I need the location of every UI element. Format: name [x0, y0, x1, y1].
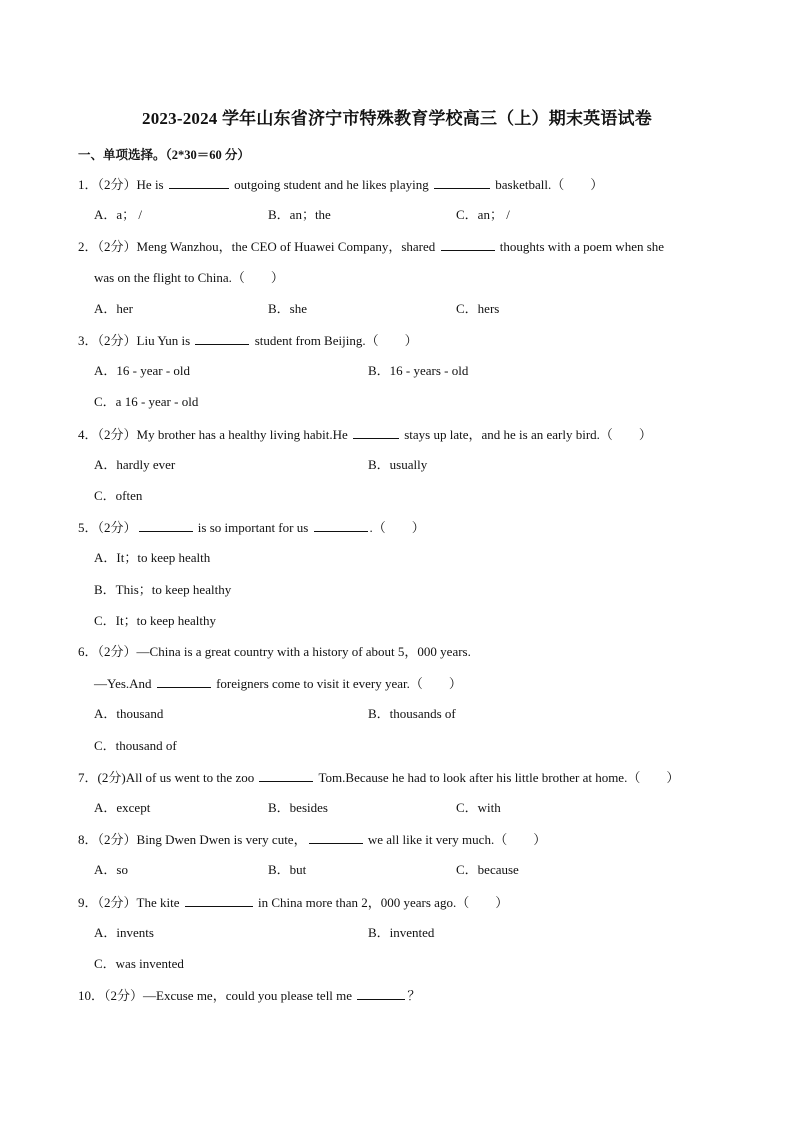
question-text: —Yes.And	[94, 676, 155, 691]
question-text: is so important for us	[194, 520, 312, 535]
answer-option[interactable]: B．invented	[368, 925, 435, 940]
answer-option[interactable]: B．besides	[268, 800, 328, 815]
answer-option[interactable]: C．with	[456, 800, 501, 815]
answer-blank[interactable]	[434, 176, 490, 189]
question-number: 2．	[78, 239, 98, 254]
answer-option[interactable]: A．a； /	[94, 207, 143, 222]
question-text: He is	[136, 177, 167, 192]
answer-blank[interactable]	[185, 894, 253, 907]
question-text: .（ ）	[369, 520, 425, 535]
question-score: （2分）	[97, 520, 137, 535]
question-text: —China is a great country with a history of about 5，000 years.	[136, 644, 471, 659]
question-line	[78, 332, 418, 349]
answer-blank[interactable]	[353, 426, 399, 439]
question-text: foreigners come to visit it every year.（ ）	[212, 676, 462, 691]
question-line	[78, 987, 420, 1004]
answer-option[interactable]: B．she	[268, 301, 308, 316]
answer-option[interactable]: A．her	[94, 301, 133, 316]
question-line	[78, 238, 664, 255]
question-line	[78, 769, 679, 786]
answer-blank[interactable]	[314, 519, 368, 532]
answer-option[interactable]: C．hers	[456, 301, 500, 316]
answer-option[interactable]: B．but	[268, 862, 307, 877]
answer-option[interactable]: C．was invented	[94, 956, 184, 971]
answer-blank[interactable]	[195, 332, 249, 345]
question-number: 9．	[78, 895, 98, 910]
answer-blank[interactable]	[357, 987, 405, 1000]
question-text: The kite	[136, 895, 183, 910]
question-line-continued	[94, 675, 462, 692]
question-line	[78, 644, 471, 660]
answer-option[interactable]: C．an； /	[456, 207, 510, 222]
answer-blank[interactable]	[169, 176, 229, 189]
question-text: outgoing student and he likes playing	[230, 177, 432, 192]
question-text: we all like it very much.（ ）	[364, 832, 547, 847]
answer-blank[interactable]	[441, 238, 495, 251]
question-text: thoughts with a poem when she	[496, 239, 665, 254]
answer-option[interactable]: C．thousand of	[94, 738, 177, 753]
answer-option[interactable]: B．16 - years - old	[368, 363, 469, 378]
question-line	[78, 519, 425, 536]
question-number: 10．	[78, 988, 105, 1003]
question-line	[78, 176, 603, 193]
question-number: 8．	[78, 832, 98, 847]
question-score: （2分）	[97, 832, 137, 847]
question-number: 5．	[78, 520, 98, 535]
question-text: All of us went to the zoo	[125, 770, 258, 785]
question-score: （2分）	[97, 895, 137, 910]
question-score: （2分）	[104, 988, 144, 1003]
answer-option[interactable]: B．usually	[368, 457, 428, 472]
question-score: （2分）	[97, 333, 137, 348]
answer-option[interactable]: A．hardly ever	[94, 457, 176, 472]
answer-blank[interactable]	[139, 519, 193, 532]
question-score: （2分）	[97, 644, 137, 659]
question-number: 7．	[78, 770, 98, 785]
answer-option[interactable]: A．invents	[94, 925, 154, 940]
answer-blank[interactable]	[157, 675, 211, 688]
question-score: (2分)	[97, 770, 126, 785]
answer-blank[interactable]	[259, 769, 313, 782]
question-line	[78, 894, 508, 911]
question-text: Bing Dwen Dwen is very cute，	[136, 832, 307, 847]
question-text: ？	[407, 988, 421, 1003]
answer-option[interactable]: A．thousand	[94, 706, 164, 721]
question-score: （2分）	[97, 177, 137, 192]
question-text: student from Beijing.（ ）	[251, 333, 418, 348]
question-text: Liu Yun is	[136, 333, 194, 348]
answer-option[interactable]: B．This；to keep healthy	[94, 582, 232, 597]
page-title: 2023-2024 学年山东省济宁市特殊教育学校高三（上）期末英语试卷	[142, 109, 652, 128]
question-number: 4．	[78, 427, 98, 442]
question-text: was on the flight to China.（ ）	[94, 270, 284, 285]
question-score: （2分）	[97, 239, 137, 254]
answer-option[interactable]: B．thousands of	[368, 706, 456, 721]
question-text: Meng Wanzhou，the CEO of Huawei Company，shared	[136, 239, 439, 254]
answer-option[interactable]: A．16 - year - old	[94, 363, 191, 378]
answer-option[interactable]: A．except	[94, 800, 151, 815]
question-text: stays up late，and he is an early bird.（ ）	[400, 427, 652, 442]
question-line-continued	[94, 270, 284, 286]
answer-option[interactable]: C．a 16 - year - old	[94, 394, 199, 409]
question-number: 1．	[78, 177, 98, 192]
answer-blank[interactable]	[309, 831, 363, 844]
answer-option[interactable]: C．because	[456, 862, 519, 877]
question-number: 6．	[78, 644, 98, 659]
section-heading: 一、单项选择。（2*30＝60 分）	[78, 148, 250, 162]
answer-option[interactable]: A．It；to keep health	[94, 550, 211, 565]
answer-option[interactable]: B．an；the	[268, 207, 331, 222]
question-text: My brother has a healthy living habit.He	[136, 427, 351, 442]
question-line	[78, 426, 652, 443]
question-text: —Excuse me，could you please tell me	[143, 988, 356, 1003]
question-score: （2分）	[97, 427, 137, 442]
answer-option[interactable]: A．so	[94, 862, 128, 877]
question-text: in China more than 2，000 years ago.（ ）	[254, 895, 509, 910]
question-number: 3．	[78, 333, 98, 348]
question-text: Tom.Because he had to look after his little brother at home.（ ）	[315, 770, 680, 785]
question-line	[78, 831, 546, 848]
question-text: basketball.（ ）	[492, 177, 604, 192]
answer-option[interactable]: C．often	[94, 488, 143, 503]
answer-option[interactable]: C．It；to keep healthy	[94, 613, 217, 628]
